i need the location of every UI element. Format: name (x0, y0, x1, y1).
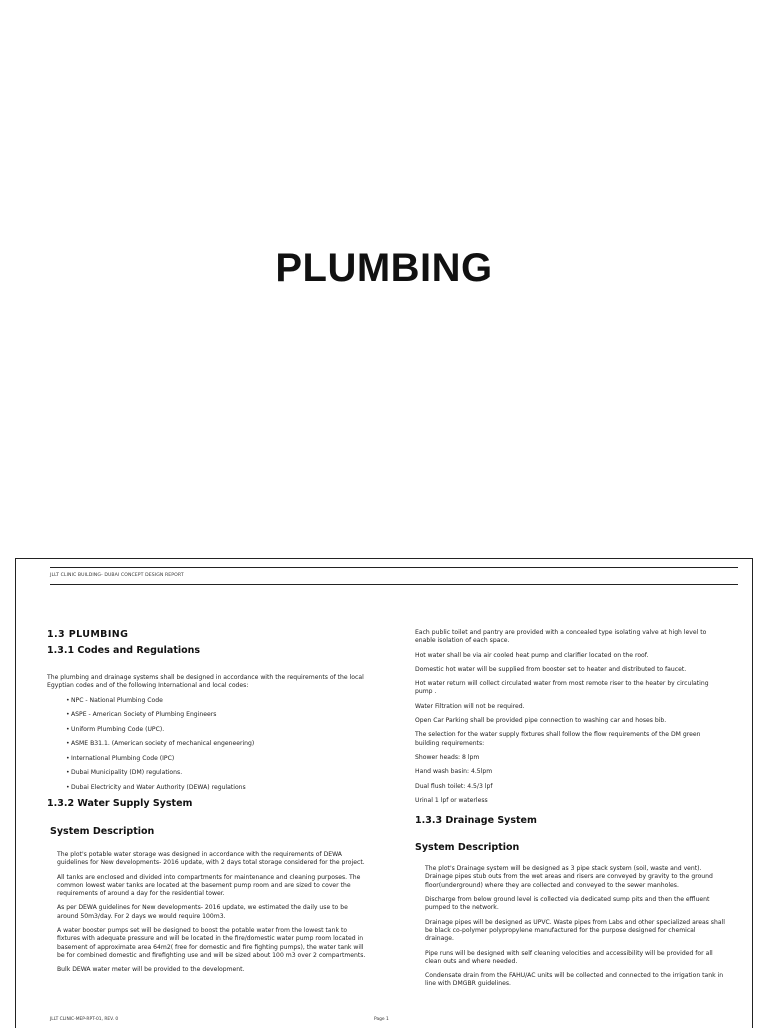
left-column (47, 629, 369, 981)
cover-title: PLUMBING (275, 246, 493, 290)
system-description-heading: System Description (50, 825, 155, 837)
paragraph: All tanks are enclosed and divided into compartments for maintenance and cleaning purposes. The common lowest water tanks are located at the basement pump room and are sized to cover the requirements of around a day for the residential tower. (57, 873, 361, 898)
report-page (15, 558, 753, 1028)
fixture-flow-item: Shower heads: 8 lpm (415, 753, 480, 761)
paragraph: The plot's potable water storage was designed in accordance with the requirements of DEWA guidelines for New developments- 2016 update, with 2 days total storage considered for the project. (57, 850, 365, 867)
list-item: • ASME B31.1. (American society of mechanical engeneering) (71, 740, 369, 748)
paragraph: Hot water shall be via air cooled heat pump and clarifier located on the roof. (415, 651, 649, 659)
paragraph: The plot's Drainage system will be designed as 3 pipe stack system (soil, waste and vent). Drainage pipes stub outs from the wet areas and risers are conveyed by gravity to the ground floor(underground) where they are collected and conveyed to the sewer manholes. (425, 865, 713, 889)
footer-doc-ref: JLLT CLINIC-MEP-RPT-01, REV. 0 (50, 1017, 119, 1022)
fixture-flow-item: Dual flush toilet: 4.5/3 lpf (415, 782, 493, 790)
list-item: • International Plumbing Code (IPC) (71, 755, 369, 763)
paragraph: A water booster pumps set will be designed to boost the potable water from the lowest tank to fixtures with adequate pressure and will be located in the fire/domestic water pump room located in basement of approximate area 64m2( free for domestic and fire fighting pumps), the water tank will be for combined domestic and firefighting use and will be sized about 100 m3 over 2 compartments. (57, 927, 366, 959)
paragraph: Pipe runs will be designed with self cleaning velocities and accessibility will be provided for all clean outs and where needed. (425, 949, 713, 965)
report-header: JLLT CLINIC BUILDING- DUBAI CONCEPT DESIGN REPORT (50, 573, 184, 578)
paragraph: As per DEWA guidelines for New developments- 2016 update, we estimated the daily use to be around 50m3/day. For 2 days we would require 100m3. (57, 904, 348, 920)
list-item: • Uniform Plumbing Code (UPC). (71, 726, 369, 734)
paragraph: Each public toilet and pantry are provided with a concealed type isolating valve at high level to enable isolation of each space. (415, 629, 707, 645)
system-description-heading: System Description (415, 842, 520, 854)
paragraph: Water Filtration will not be required. (415, 702, 525, 710)
paragraph: Open Car Parking shall be provided pipe connection to washing car and hoses bib. (415, 717, 667, 725)
codes-list (47, 697, 369, 792)
section-heading-plumbing: 1.3 PLUMBING (47, 629, 129, 640)
fixture-flow-item: Urinal 1 lpf or waterless (415, 796, 488, 804)
paragraph: The selection for the water supply fixtures shall follow the flow requirements of the DM green building requirements: (415, 731, 701, 747)
right-column (415, 629, 725, 995)
fixture-flow-item: Hand wash basin: 4.5lpm (415, 768, 493, 776)
list-item: • ASPE - American Society of Plumbing Engineers (71, 711, 369, 719)
section-heading-codes: 1.3.1 Codes and Regulations (47, 645, 201, 656)
list-item: • NPC - National Plumbing Code (71, 697, 369, 705)
section-heading-drainage: 1.3.3 Drainage System (415, 815, 537, 827)
paragraph: Domestic hot water will be supplied from booster set to heater and distributed to faucet. (415, 665, 687, 673)
paragraph: Discharge from below ground level is collected via dedicated sump pits and then the effluent pumped to the network. (425, 896, 710, 912)
paragraph: Bulk DEWA water meter will be provided to the development. (57, 966, 245, 974)
list-item: • Dubai Electricity and Water Authority (DEWA) regulations (71, 784, 369, 792)
footer-page-number: Page 1 (374, 1017, 389, 1022)
section-heading-water-supply: 1.3.2 Water Supply System (47, 797, 193, 809)
codes-intro: The plumbing and drainage systems shall be designed in accordance with the requirements of the local Egyptian codes and of the following International and local codes: (47, 674, 364, 690)
header-rule-bottom (50, 584, 738, 585)
header-rule-top (50, 567, 738, 568)
paragraph: Drainage pipes will be designed as UPVC. Waste pipes from Labs and other specialized areas shall be black co-polymer polypropylene manufactured for the purpose designed for chemical drainage. (425, 918, 725, 943)
list-item: • Dubai Municipality (DM) regulations. (71, 769, 369, 777)
paragraph: Hot water return will collect circulated water from most remote riser to the heater by circulating pump . (415, 680, 709, 696)
paragraph: Condensate drain from the FAHU/AC units will be collected and connected to the irrigation tank in line with DMGBR guidelines. (425, 972, 724, 988)
